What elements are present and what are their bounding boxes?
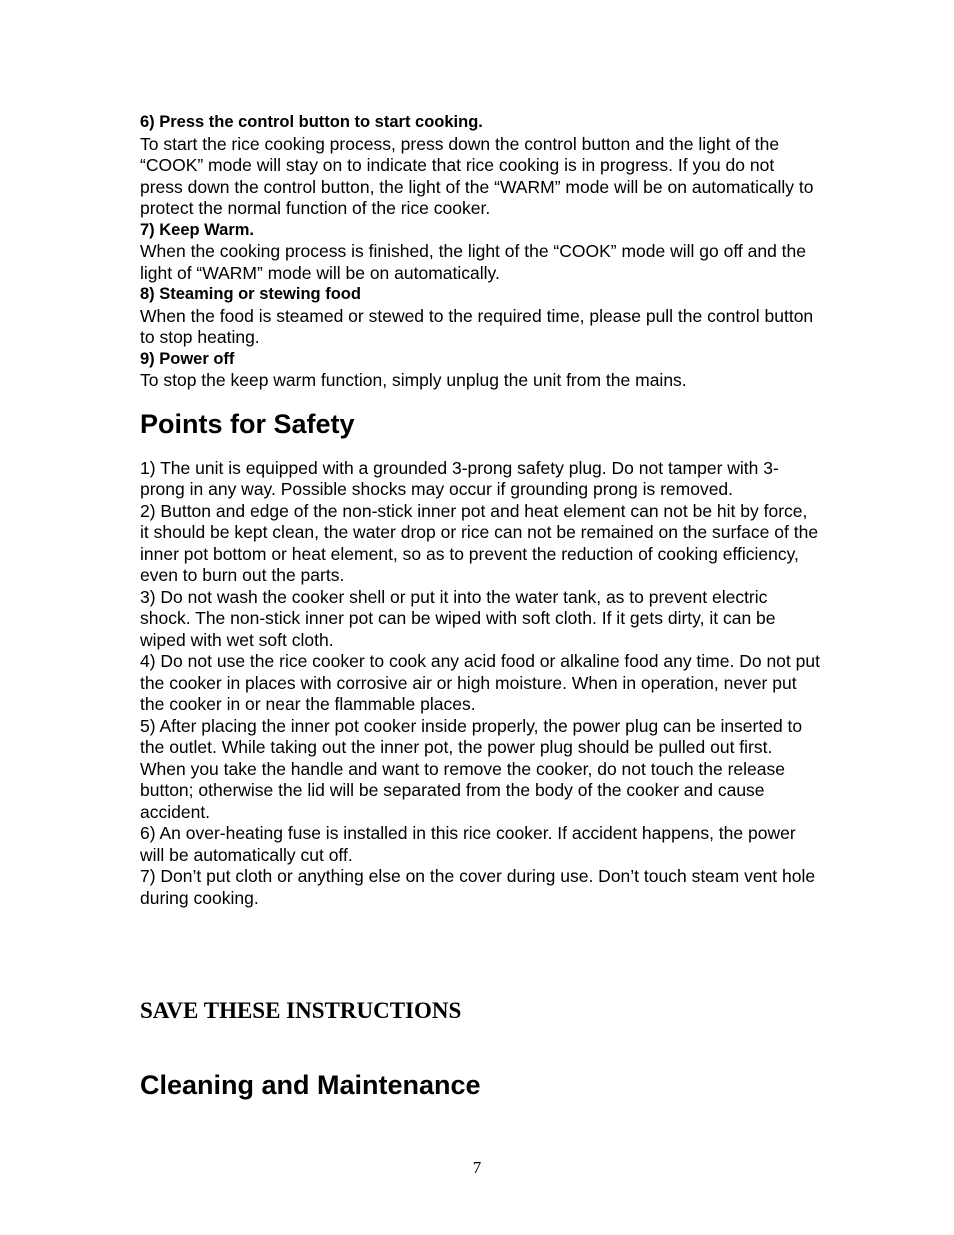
step-title: 7) Keep Warm. bbox=[140, 220, 255, 239]
step-title: 6) Press the control button to start cooking. bbox=[140, 113, 483, 131]
step-title: 8) Steaming or stewing food bbox=[140, 285, 361, 303]
step-text: To start the rice cooking process, press down the control button and the light of the “COOK” mode will stay on to indicate that rice cooking is in progress. If you do not press down the control button, the light of the “WARM” mode will be on automatically to protect the normal function of the rice cooker. bbox=[140, 133, 814, 218]
safety-point: 5) After placing the inner pot cooker inside properly, the power plug can be inserted to the outlet. While taking out the inner pot, the power plug should be pulled out first. When you take the handle and want to remove the cooker, do not touch the release button; otherwise the lid will be separated from the body of the cooker and cause accident. bbox=[140, 715, 803, 822]
cleaning-heading: Cleaning and Maintenance bbox=[140, 1070, 481, 1100]
page-content bbox=[140, 112, 820, 909]
safety-point: 4) Do not use the rice cooker to cook any acid food or alkaline food any time. Do not put the cooker in places with corrosive air or high moisture. When in operation, never put the cooker in or near the flammable places. bbox=[140, 651, 820, 714]
step-6 bbox=[140, 112, 820, 220]
step-7 bbox=[140, 220, 820, 285]
safety-points bbox=[140, 458, 820, 910]
save-instructions-heading: SAVE THESE INSTRUCTIONS bbox=[140, 998, 462, 1023]
safety-point: 3) Do not wash the cooker shell or put it into the water tank, as to prevent electric shock. The non-stick inner pot can be wiped with soft cloth. If it gets dirty, it can be wiped with wet soft cloth. bbox=[140, 586, 776, 650]
step-title: 9) Power off bbox=[140, 349, 235, 368]
page-number: 7 bbox=[472, 1158, 482, 1177]
step-9 bbox=[140, 349, 820, 392]
safety-point: 6) An over-heating fuse is installed in this rice cooker. If accident happens, the power will be automatically cut off. bbox=[140, 823, 796, 865]
safety-point: 2) Button and edge of the non-stick inner pot and heat element can not be hit by force, it should be kept clean, the water drop or rice can not be remained on the surface of the inner pot bottom or heat element, so as to prevent the reduction of cooking efficiency, even to burn out the parts. bbox=[140, 500, 819, 585]
safety-heading: Points for Safety bbox=[140, 408, 355, 439]
step-text: When the food is steamed or stewed to the required time, please pull the control button to stop heating. bbox=[140, 305, 814, 347]
safety-point: 1) The unit is equipped with a grounded 3-prong safety plug. Do not tamper with 3-prong in any way. Possible shocks may occur if grounding prong is removed. bbox=[140, 457, 779, 499]
safety-point: 7) Don’t put cloth or anything else on the cover during use. Don’t touch steam vent hole during cooking. bbox=[140, 866, 816, 908]
step-text: To stop the keep warm function, simply unplug the unit from the mains. bbox=[140, 370, 687, 390]
step-8 bbox=[140, 284, 820, 349]
step-text: When the cooking process is finished, the light of the “COOK” mode will go off and the light of “WARM” mode will be on automatically. bbox=[140, 241, 806, 283]
